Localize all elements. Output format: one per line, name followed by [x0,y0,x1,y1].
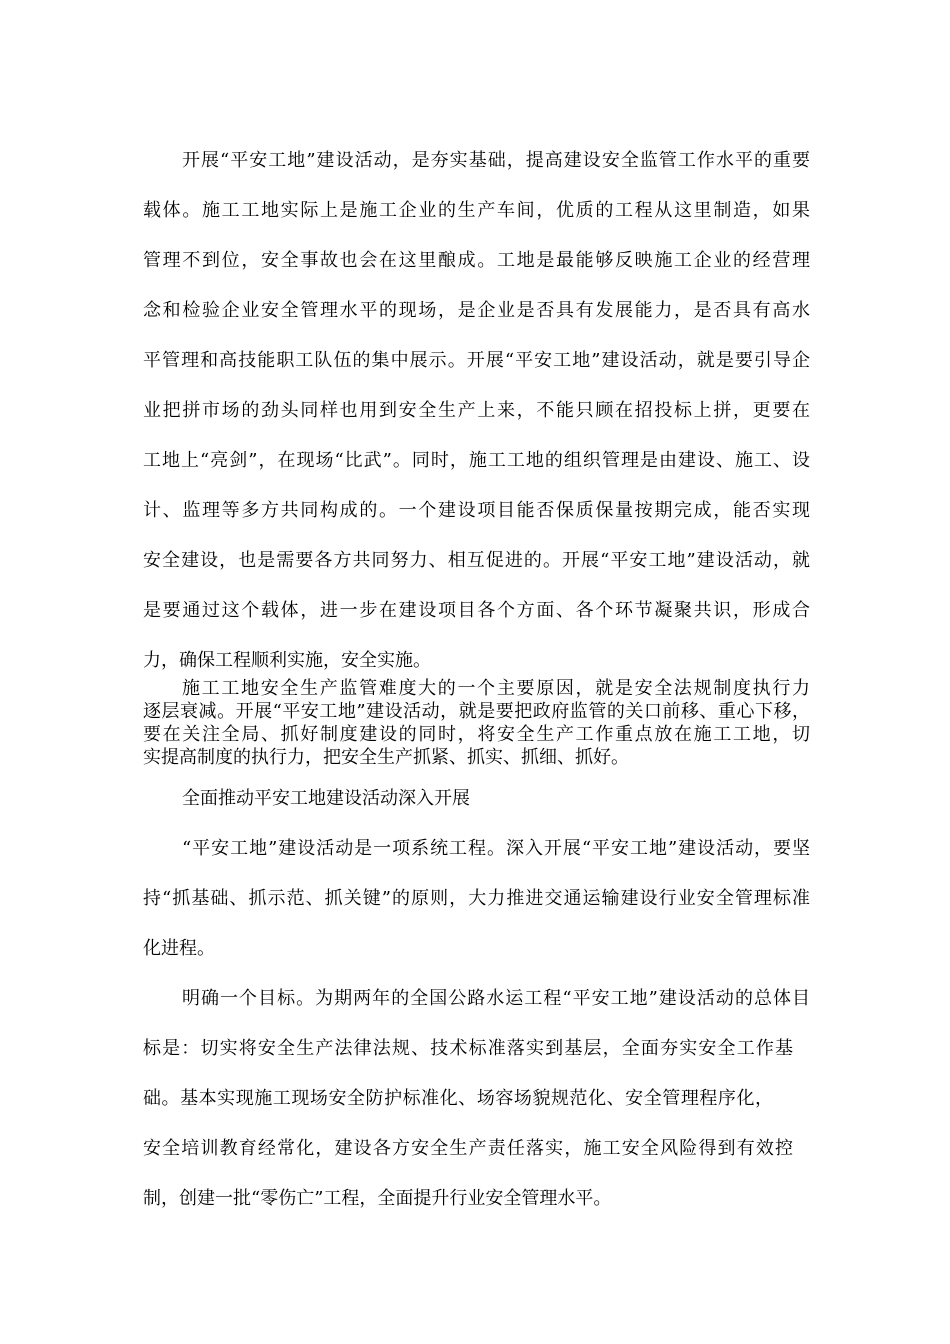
paragraph-1-line: 管理不到位，安全事故也会在这里酿成。工地是最能够反映施工企业的经营理 [143,250,810,271]
paragraph-1-line: 业把拼市场的劲头同样也用到安全生产上来，不能只顾在招投标上拼，更要在 [143,400,810,421]
paragraph-1-line: 念和检验企业安全管理水平的现场，是企业是否具有发展能力，是否具有高水 [143,300,810,321]
paragraph-1-line: 工地上“亮剑”，在现场“比武”。同时，施工工地的组织管理是由建设、施工、设 [143,450,810,471]
paragraph-3-line: 持“抓基础、抓示范、抓关键”的原则，大力推进交通运输建设行业安全管理标准 [143,888,810,909]
paragraph-3-line: “平安工地”建设活动是一项系统工程。深入开展“平安工地”建设活动，要坚 [182,838,810,859]
paragraph-1-line: 是要通过这个载体，进一步在建设项目各个方面、各个环节凝聚共识，形成合 [143,600,810,621]
paragraph-4-line: 础。基本实现施工现场安全防护标准化、场容场貌规范化、安全管理程序化， [143,1088,773,1109]
paragraph-1-line: 开展“平安工地”建设活动，是夯实基础，提高建设安全监管工作水平的重要 [182,150,810,171]
paragraph-3-line: 化进程。 [143,938,215,959]
paragraph-4-line: 明确一个目标。为期两年的全国公路水运工程“平安工地”建设活动的总体目 [182,988,810,1009]
paragraph-4-line: 安全培训教育经常化，建设各方安全生产责任落实，施工安全风险得到有效控 [143,1138,793,1159]
paragraph-1-line: 计、监理等多方共同构成的。一个建设项目能否保质保量按期完成，能否实现 [143,500,810,521]
paragraph-4-line: 标是：切实将安全生产法律法规、技术标准落实到基层，全面夯实安全工作基 [143,1038,793,1059]
paragraph-1-line: 安全建设，也是需要各方共同努力、相互促进的。开展“平安工地”建设活动，就 [143,550,810,571]
paragraph-2-line: 逐层衰减。开展“平安工地”建设活动，就是要把政府监管的关口前移、重心下移， [143,701,810,722]
section-heading: 全面推动平安工地建设活动深入开展 [182,788,470,809]
paragraph-1-line: 平管理和高技能职工队伍的集中展示。开展“平安工地”建设活动，就是要引导企 [143,350,810,371]
paragraph-1-line: 载体。施工工地实际上是施工企业的生产车间，优质的工程从这里制造，如果 [143,200,810,221]
paragraph-2-line: 施工工地安全生产监管难度大的一个主要原因，就是安全法规制度执行力 [182,678,810,699]
paragraph-1-line: 力，确保工程顺利实施，安全实施。 [143,650,431,671]
paragraph-2-line: 要在关注全局、抓好制度建设的同时，将安全生产工作重点放在施工工地，切 [143,724,810,745]
paragraph-2-line: 实提高制度的执行力，把安全生产抓紧、抓实、抓细、抓好。 [143,747,629,768]
paragraph-4-line: 制，创建一批“零伤亡”工程，全面提升行业安全管理水平。 [143,1188,612,1209]
